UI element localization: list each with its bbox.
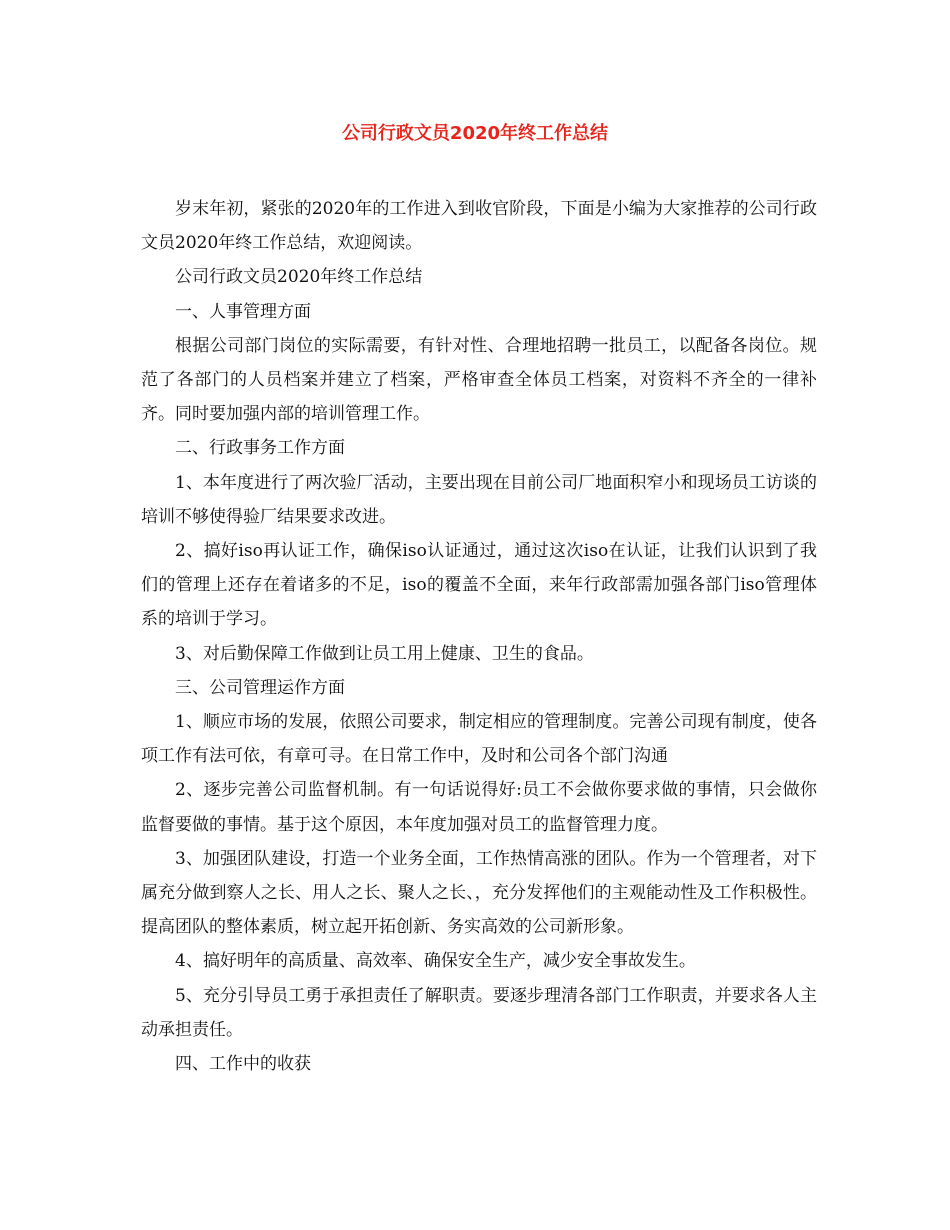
paragraph-admin-item-2: 2、搞好iso再认证工作，确保iso认证通过，通过这次iso在认证，让我们认识到了我们的管理上还存在着诸多的不足，iso的覆盖不全面，来年行政部需加强各部门iso管理体系的培训于学习。 (141, 541, 817, 630)
paragraph-management-item-4: 4、搞好明年的高质量、高效率、确保安全生产，减少安全事故发生。 (175, 951, 696, 972)
section-heading-admin-affairs: 二、行政事务工作方面 (175, 438, 345, 459)
section-heading-gains: 四、工作中的收获 (175, 1054, 311, 1075)
paragraph-management-item-3: 3、加强团队建设，打造一个业务全面，工作热情高涨的团队。作为一个管理者，对下属充分做到察人之长、用人之长、聚人之长、，充分发挥他们的主观能动性及工作积极性。提高团队的整体素质，树立起开拓创新、务实高效的公司新形象。 (141, 848, 817, 938)
paragraph-management-item-1: 1、顺应市场的发展，依照公司要求，制定相应的管理制度。完善公司现有制度，使各项工作有法可依，有章可寻。在日常工作中，及时和公司各个部门沟通 (141, 712, 817, 767)
paragraph-management-item-2: 2、逐步完善公司监督机制。有一句话说得好:员工不会做你要求做的事情，只会做你监督要做的事情。基于这个原因，本年度加强对员工的监督管理力度。 (141, 780, 817, 835)
section-heading-management: 三、公司管理运作方面 (175, 677, 345, 698)
paragraph-intro: 岁末年初，紧张的2020年的工作进入到收官阶段，下面是小编为大家推荐的公司行政文员2020年终工作总结，欢迎阅读。 (141, 199, 817, 254)
page-title: 公司行政文员2020年终工作总结 (341, 123, 609, 144)
paragraph-personnel: 根据公司部门岗位的实际需要，有针对性、合理地招聘一批员工，以配备各岗位。规范了各部门的人员档案并建立了档案，严格审查全体员工档案，对资料不齐全的一律补齐。同时要加强内部的培训管理工作。 (141, 335, 817, 425)
paragraph-management-item-5: 5、充分引导员工勇于承担责任了解职责。要逐步理清各部门工作职责，并要求各人主动承担责任。 (141, 985, 817, 1040)
paragraph-admin-item-1: 1、本年度进行了两次验厂活动，主要出现在目前公司厂地面积窄小和现场员工访谈的培训不够使得验厂结果要求改进。 (141, 472, 817, 527)
section-heading-personnel: 一、人事管理方面 (175, 301, 311, 322)
document-body (141, 192, 817, 1081)
paragraph-admin-item-3: 3、对后勤保障工作做到让员工用上健康、卫生的食品。 (175, 643, 594, 664)
paragraph-subtitle: 公司行政文员2020年终工作总结 (175, 267, 423, 288)
